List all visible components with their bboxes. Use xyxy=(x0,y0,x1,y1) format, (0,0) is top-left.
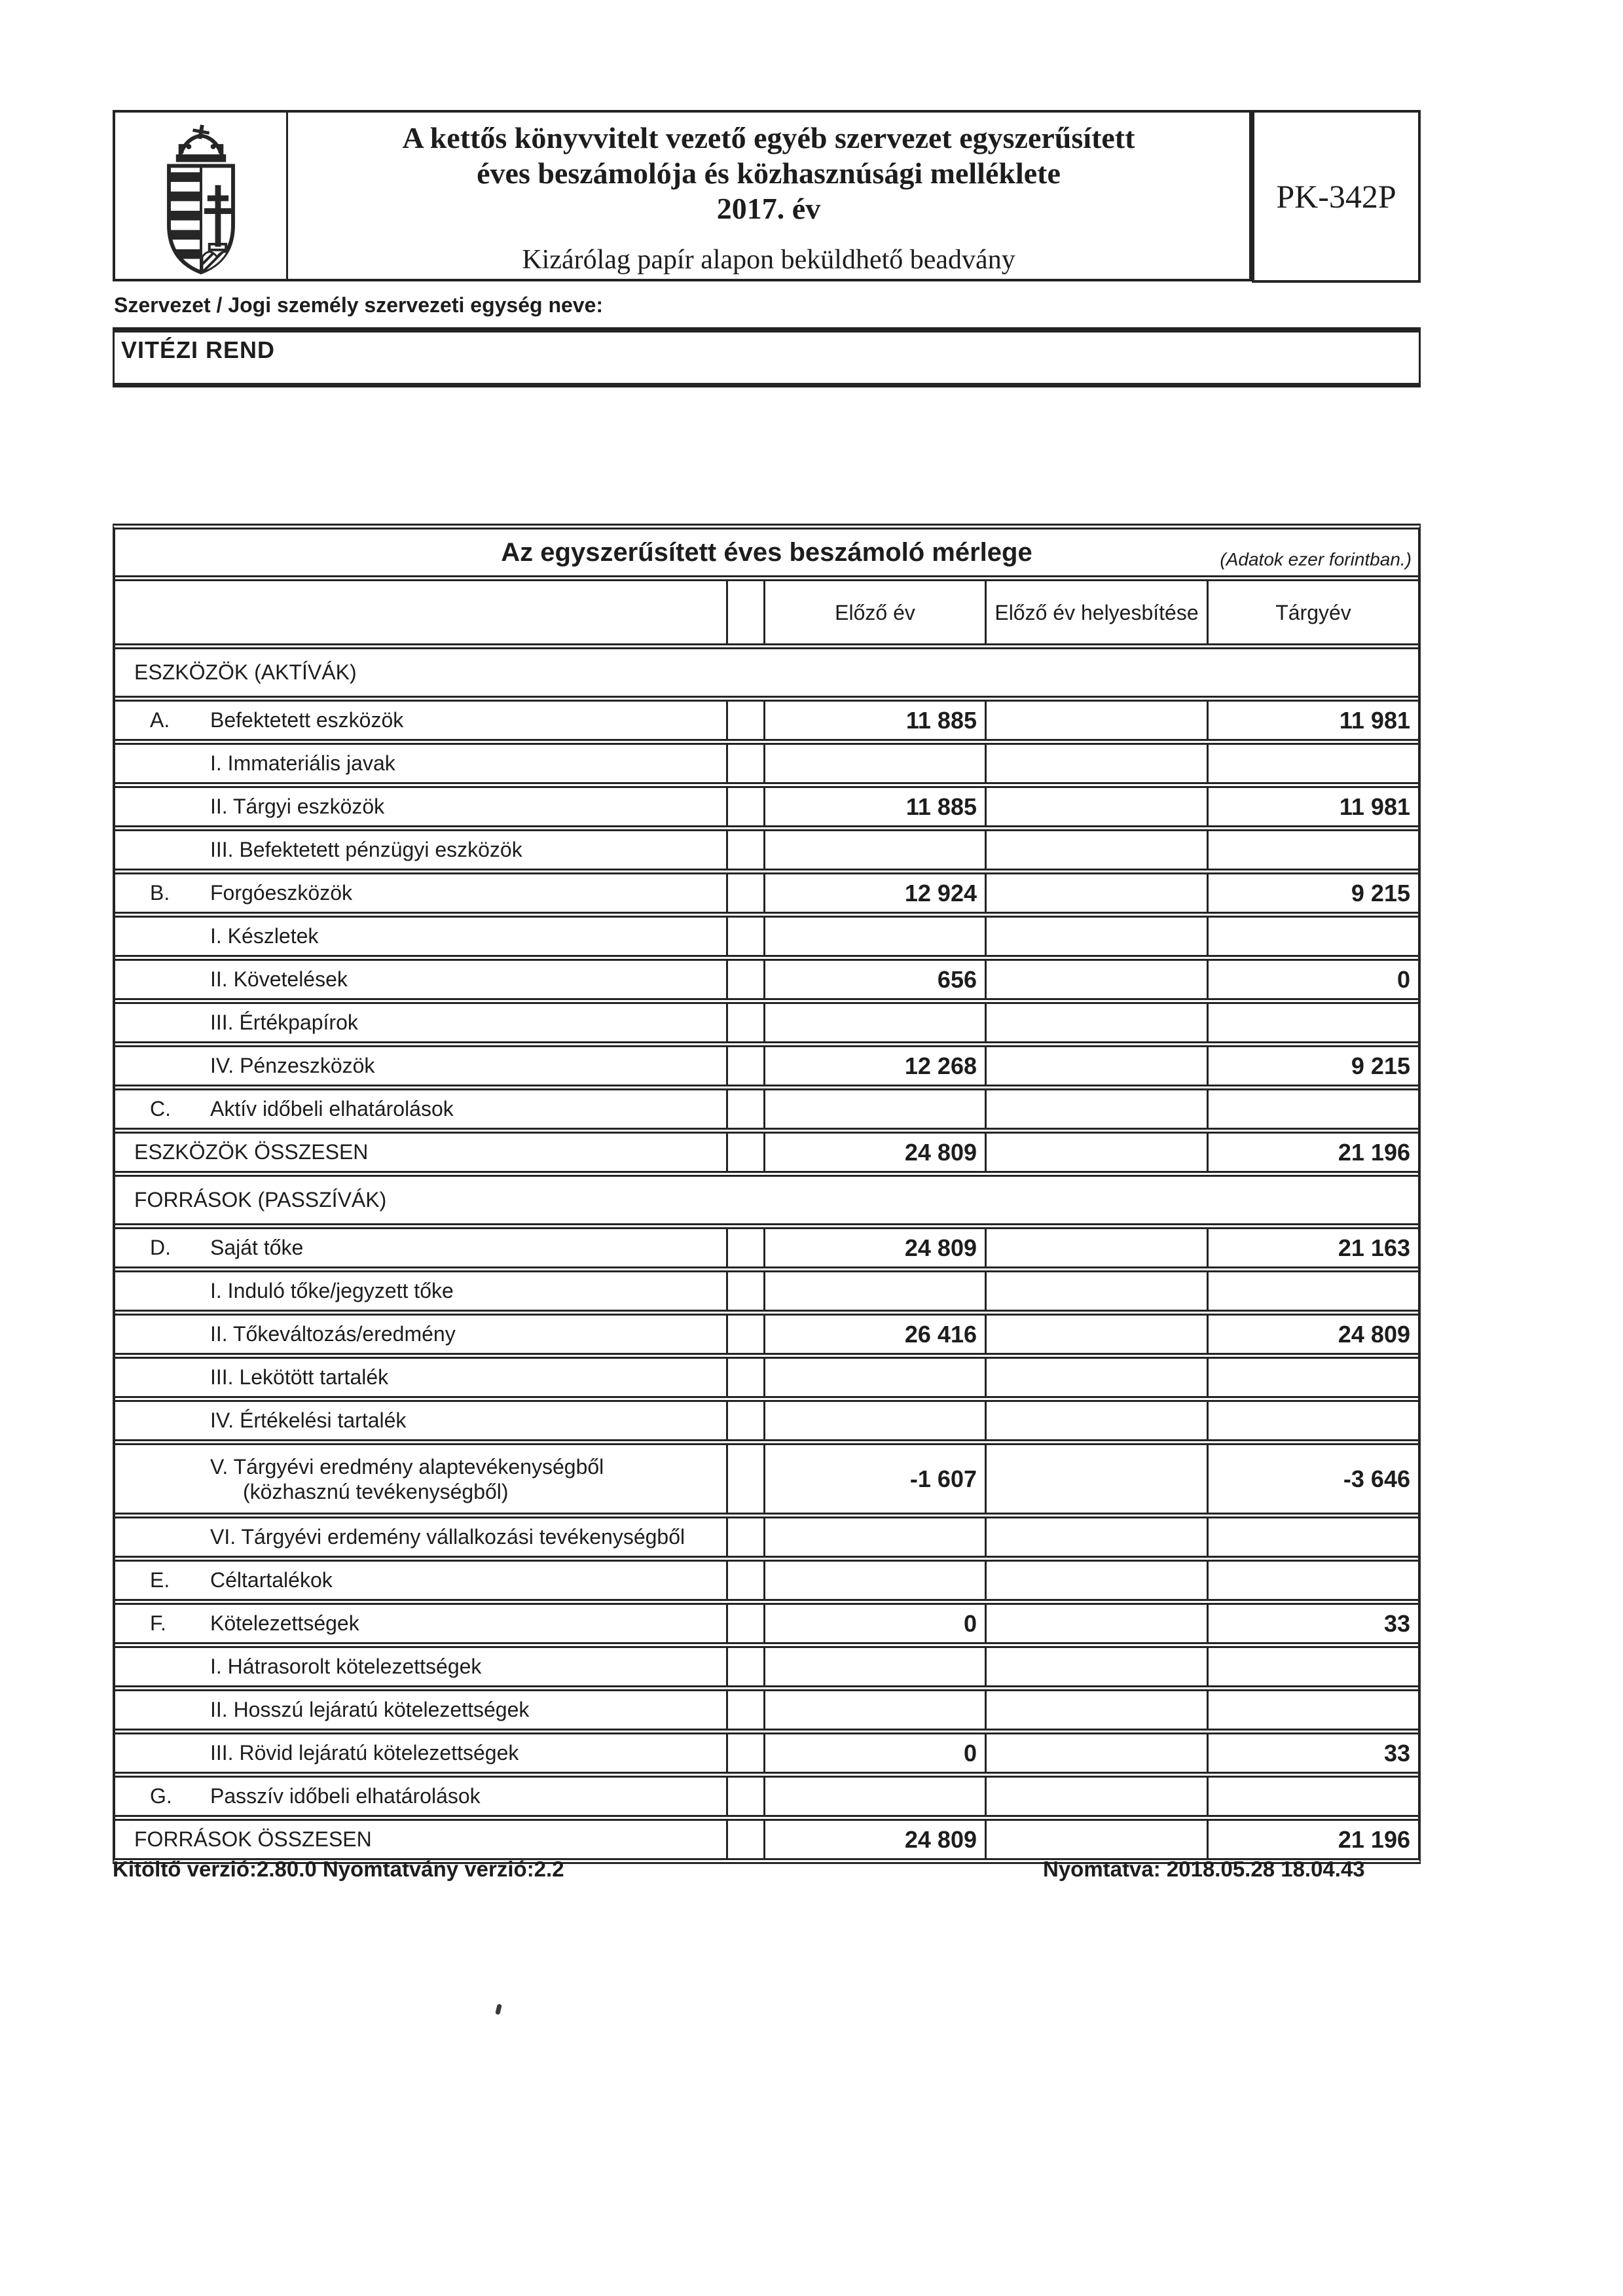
value-current-year: 9 215 xyxy=(1207,1047,1418,1085)
value-current-year: 11 981 xyxy=(1207,788,1418,825)
value-prev-year-adjustment xyxy=(985,918,1207,955)
row-label-cell xyxy=(115,1047,726,1085)
page-footer xyxy=(113,1856,1421,1882)
value-prev-year-adjustment xyxy=(985,1004,1207,1041)
row-label: I. Hátrasorolt kötelezettségek xyxy=(210,1655,482,1678)
value-prev-year: 26 416 xyxy=(763,1316,985,1353)
value-current-year: 9 215 xyxy=(1207,874,1418,912)
row-label: Aktív időbeli elhatárolások xyxy=(210,1097,454,1121)
value-current-year: 33 xyxy=(1207,1734,1418,1772)
item-row xyxy=(115,696,1418,739)
value-prev-year xyxy=(763,1402,985,1439)
sub-row xyxy=(115,955,1418,998)
column-header-current-year: Tárgyév xyxy=(1207,581,1418,643)
value-prev-year-adjustment xyxy=(985,1445,1207,1513)
row-label-cell xyxy=(115,831,726,869)
row-label: II. Követelések xyxy=(210,967,348,991)
row-label-cell xyxy=(115,1445,726,1513)
row-label: I. Induló tőke/jegyzett tőke xyxy=(210,1279,454,1302)
sub-row xyxy=(115,1266,1418,1310)
form-title-line-1: A kettős könyvvitelt vezető egyéb szervezet egyszerűsített xyxy=(402,121,1135,154)
value-prev-year: 11 885 xyxy=(763,788,985,825)
column-gap xyxy=(726,1316,763,1353)
row-label: II. Tőkeváltozás/eredmény xyxy=(210,1322,456,1346)
value-prev-year xyxy=(763,1691,985,1729)
column-header-prev-year-adjustment: Előző év helyesbítése xyxy=(985,581,1207,643)
column-header-prev-year: Előző év xyxy=(763,581,985,643)
row-label: IV. Értékelési tartalék xyxy=(210,1408,407,1432)
column-gap xyxy=(726,1518,763,1556)
row-label-cell xyxy=(115,1316,726,1353)
value-current-year: 33 xyxy=(1207,1605,1418,1642)
row-label: II. Hosszú lejáratú kötelezettségek xyxy=(210,1698,530,1721)
section-row xyxy=(115,643,1418,696)
sub-row xyxy=(115,1513,1418,1556)
sub-row xyxy=(115,1310,1418,1353)
row-label: III. Rövid lejáratú kötelezettségek xyxy=(210,1741,519,1765)
row-label-line-2: (közhasznú tevékenységből) xyxy=(243,1479,509,1503)
row-label: Céltartalékok xyxy=(210,1568,333,1592)
row-label-cell xyxy=(115,1134,726,1171)
value-current-year xyxy=(1207,1359,1418,1396)
sub-row xyxy=(115,1396,1418,1439)
item-row xyxy=(115,1599,1418,1642)
value-current-year xyxy=(1207,1691,1418,1729)
column-gap xyxy=(726,1090,763,1128)
row-letter: C. xyxy=(150,1097,171,1121)
value-current-year xyxy=(1207,1272,1418,1310)
value-prev-year-adjustment xyxy=(985,1648,1207,1685)
column-gap xyxy=(726,1778,763,1815)
form-code-badge: PK-342P xyxy=(1252,110,1421,283)
column-gap xyxy=(726,1562,763,1599)
table-title-row xyxy=(115,529,1418,575)
org-name-label: Szervezet / Jogi személy szervezeti egység neve: xyxy=(114,293,604,317)
form-subtitle: Kizárólag papír alapon beküldhető beadvány xyxy=(522,245,1015,275)
form-title-year: 2017. év xyxy=(716,192,821,225)
column-gap xyxy=(726,1821,763,1858)
value-prev-year: 11 885 xyxy=(763,702,985,739)
value-current-year xyxy=(1207,918,1418,955)
row-label-cell xyxy=(115,1778,726,1815)
logo-cell xyxy=(115,113,288,279)
item-row xyxy=(115,1556,1418,1599)
value-prev-year xyxy=(763,1272,985,1310)
value-current-year: -3 646 xyxy=(1207,1445,1418,1513)
value-prev-year: 12 268 xyxy=(763,1047,985,1085)
value-prev-year-adjustment xyxy=(985,1316,1207,1353)
value-prev-year-adjustment xyxy=(985,788,1207,825)
column-gap xyxy=(726,961,763,998)
value-current-year xyxy=(1207,831,1418,869)
value-prev-year xyxy=(763,1359,985,1396)
row-label-cell xyxy=(115,1090,726,1128)
value-prev-year-adjustment xyxy=(985,1518,1207,1556)
scan-artifact xyxy=(495,2003,502,2015)
value-prev-year-adjustment xyxy=(985,1134,1207,1171)
row-label-cell xyxy=(115,961,726,998)
value-prev-year xyxy=(763,745,985,782)
value-current-year xyxy=(1207,1778,1418,1815)
row-label-cell xyxy=(115,702,726,739)
row-label: II. Tárgyi eszközök xyxy=(210,795,385,818)
column-gap xyxy=(726,1047,763,1085)
row-label-cell xyxy=(115,1004,726,1041)
row-label: I. Immateriális javak xyxy=(210,751,395,775)
column-gap xyxy=(726,702,763,739)
value-prev-year-adjustment xyxy=(985,702,1207,739)
row-label-cell xyxy=(115,1229,726,1266)
value-prev-year xyxy=(763,1090,985,1128)
value-prev-year xyxy=(763,1648,985,1685)
row-label-cell xyxy=(115,1359,726,1396)
balance-sheet-table xyxy=(113,524,1421,1864)
value-current-year: 21 196 xyxy=(1207,1134,1418,1171)
value-current-year xyxy=(1207,1518,1418,1556)
value-prev-year-adjustment xyxy=(985,874,1207,912)
column-gap xyxy=(726,1272,763,1310)
org-name-field xyxy=(113,327,1421,387)
row-label: Kötelezettségek xyxy=(210,1611,359,1635)
org-name-value: VITÉZI REND xyxy=(121,336,276,363)
value-current-year xyxy=(1207,1090,1418,1128)
total-row xyxy=(115,1128,1418,1171)
value-current-year xyxy=(1207,1004,1418,1041)
value-prev-year xyxy=(763,1004,985,1041)
column-gap xyxy=(726,1134,763,1171)
value-prev-year xyxy=(763,1518,985,1556)
table-unit-note: (Adatok ezer forintban.) xyxy=(1220,549,1412,569)
row-label-line-1: V. Tárgyévi eredmény alaptevékenységből xyxy=(210,1454,604,1479)
column-gap xyxy=(726,1445,763,1513)
row-label: I. Készletek xyxy=(210,924,319,948)
value-current-year: 21 196 xyxy=(1207,1821,1418,1858)
row-letter: B. xyxy=(150,881,170,905)
row-label-cell xyxy=(115,874,726,912)
item-row xyxy=(115,1772,1418,1815)
value-prev-year xyxy=(763,1562,985,1599)
value-current-year: 21 163 xyxy=(1207,1229,1418,1266)
row-label: Forgóeszközök xyxy=(210,881,352,905)
row-label-cell xyxy=(115,1605,726,1642)
value-prev-year-adjustment xyxy=(985,745,1207,782)
total-row xyxy=(115,1815,1418,1858)
table-title: Az egyszerűsített éves beszámoló mérlege xyxy=(501,538,1032,567)
row-label-cell xyxy=(115,1562,726,1599)
row-label: VI. Tárgyévi erdemény vállalkozási tevékenységből xyxy=(210,1525,685,1549)
sub-row xyxy=(115,1729,1418,1772)
hungarian-coat-of-arms-icon xyxy=(152,116,250,276)
value-prev-year: -1 607 xyxy=(763,1445,985,1513)
value-prev-year-adjustment xyxy=(985,1359,1207,1396)
row-label: FORRÁSOK ÖSSZESEN xyxy=(134,1827,372,1851)
value-prev-year-adjustment xyxy=(985,1605,1207,1642)
section-row xyxy=(115,1171,1418,1223)
row-label-cell xyxy=(115,1821,726,1858)
value-current-year: 0 xyxy=(1207,961,1418,998)
row-label: Befektetett eszközök xyxy=(210,708,404,732)
sub-row xyxy=(115,825,1418,869)
row-label: III. Lekötött tartalék xyxy=(210,1365,389,1389)
item-row xyxy=(115,869,1418,912)
value-prev-year-adjustment xyxy=(985,1734,1207,1772)
value-prev-year: 24 809 xyxy=(763,1134,985,1171)
value-prev-year xyxy=(763,831,985,869)
value-prev-year xyxy=(763,918,985,955)
table-body xyxy=(115,643,1418,1858)
value-prev-year-adjustment xyxy=(985,1562,1207,1599)
value-prev-year-adjustment xyxy=(985,961,1207,998)
column-gap xyxy=(726,1359,763,1396)
value-prev-year-adjustment xyxy=(985,1821,1207,1858)
value-prev-year: 24 809 xyxy=(763,1821,985,1858)
value-prev-year-adjustment xyxy=(985,1691,1207,1729)
value-prev-year-adjustment xyxy=(985,1402,1207,1439)
value-prev-year-adjustment xyxy=(985,1090,1207,1128)
value-prev-year-adjustment xyxy=(985,1229,1207,1266)
row-letter: D. xyxy=(150,1236,171,1259)
column-gap xyxy=(726,1648,763,1685)
table-header-row xyxy=(115,575,1418,643)
row-label-cell xyxy=(115,788,726,825)
value-current-year xyxy=(1207,1648,1418,1685)
header-label-spacer xyxy=(115,581,726,643)
row-letter: F. xyxy=(150,1611,166,1635)
column-gap xyxy=(726,1004,763,1041)
form-title-line-2: éves beszámolója és közhasznúsági melléklete xyxy=(477,156,1061,190)
column-gap xyxy=(726,1229,763,1266)
sub-row xyxy=(115,1642,1418,1685)
column-gap xyxy=(726,1402,763,1439)
column-gap xyxy=(726,874,763,912)
column-gap xyxy=(726,918,763,955)
value-current-year xyxy=(1207,1562,1418,1599)
row-label-cell xyxy=(115,1691,726,1729)
form-title-block xyxy=(288,113,1249,279)
row-label: IV. Pénzeszközök xyxy=(210,1054,375,1077)
value-prev-year: 0 xyxy=(763,1734,985,1772)
value-prev-year-adjustment xyxy=(985,1047,1207,1085)
column-gap xyxy=(726,1691,763,1729)
sub-row xyxy=(115,998,1418,1041)
sub-row xyxy=(115,739,1418,782)
row-label-cell xyxy=(115,1402,726,1439)
row-label-cell xyxy=(115,1518,726,1556)
value-prev-year: 656 xyxy=(763,961,985,998)
value-prev-year-adjustment xyxy=(985,1778,1207,1815)
row-label: III. Értékpapírok xyxy=(210,1011,358,1034)
row-letter: G. xyxy=(150,1784,172,1808)
column-gap xyxy=(726,581,763,643)
row-label: ESZKÖZÖK ÖSSZESEN xyxy=(134,1140,369,1164)
value-prev-year: 12 924 xyxy=(763,874,985,912)
sub-row xyxy=(115,1041,1418,1085)
sub-row xyxy=(115,1353,1418,1396)
row-label-cell xyxy=(115,1734,726,1772)
value-prev-year xyxy=(763,1778,985,1815)
item-row xyxy=(115,1085,1418,1128)
row-letter: E. xyxy=(150,1568,170,1592)
row-label-cell xyxy=(115,1272,726,1310)
sub-row xyxy=(115,782,1418,825)
row-label: Passzív időbeli elhatárolások xyxy=(210,1784,481,1808)
footer-print-timestamp: Nyomtatva: 2018.05.28 18.04.43 xyxy=(1043,1857,1365,1881)
item-row xyxy=(115,1223,1418,1266)
sub-row xyxy=(115,1439,1418,1513)
sub-row xyxy=(115,912,1418,955)
value-prev-year: 24 809 xyxy=(763,1229,985,1266)
value-prev-year-adjustment xyxy=(985,1272,1207,1310)
row-letter: A. xyxy=(150,708,170,732)
footer-version-info: Kitöltő verzió:2.80.0 Nyomtatvány verzió:2.2 xyxy=(113,1857,564,1881)
column-gap xyxy=(726,1734,763,1772)
row-label-cell xyxy=(115,1648,726,1685)
value-current-year xyxy=(1207,745,1418,782)
value-current-year xyxy=(1207,1402,1418,1439)
column-gap xyxy=(726,745,763,782)
row-label: Saját tőke xyxy=(210,1236,304,1259)
value-prev-year: 0 xyxy=(763,1605,985,1642)
value-current-year: 24 809 xyxy=(1207,1316,1418,1353)
value-current-year: 11 981 xyxy=(1207,702,1418,739)
section-label: ESZKÖZÖK (AKTÍVÁK) xyxy=(134,660,357,684)
row-label-cell xyxy=(115,745,726,782)
section-label: FORRÁSOK (PASSZÍVÁK) xyxy=(134,1188,387,1211)
column-gap xyxy=(726,1605,763,1642)
form-header-box xyxy=(113,110,1252,281)
column-gap xyxy=(726,788,763,825)
row-label xyxy=(210,1454,604,1504)
sub-row xyxy=(115,1685,1418,1729)
value-prev-year-adjustment xyxy=(985,831,1207,869)
row-label-cell xyxy=(115,918,726,955)
column-gap xyxy=(726,831,763,869)
row-label: III. Befektetett pénzügyi eszközök xyxy=(210,838,522,861)
